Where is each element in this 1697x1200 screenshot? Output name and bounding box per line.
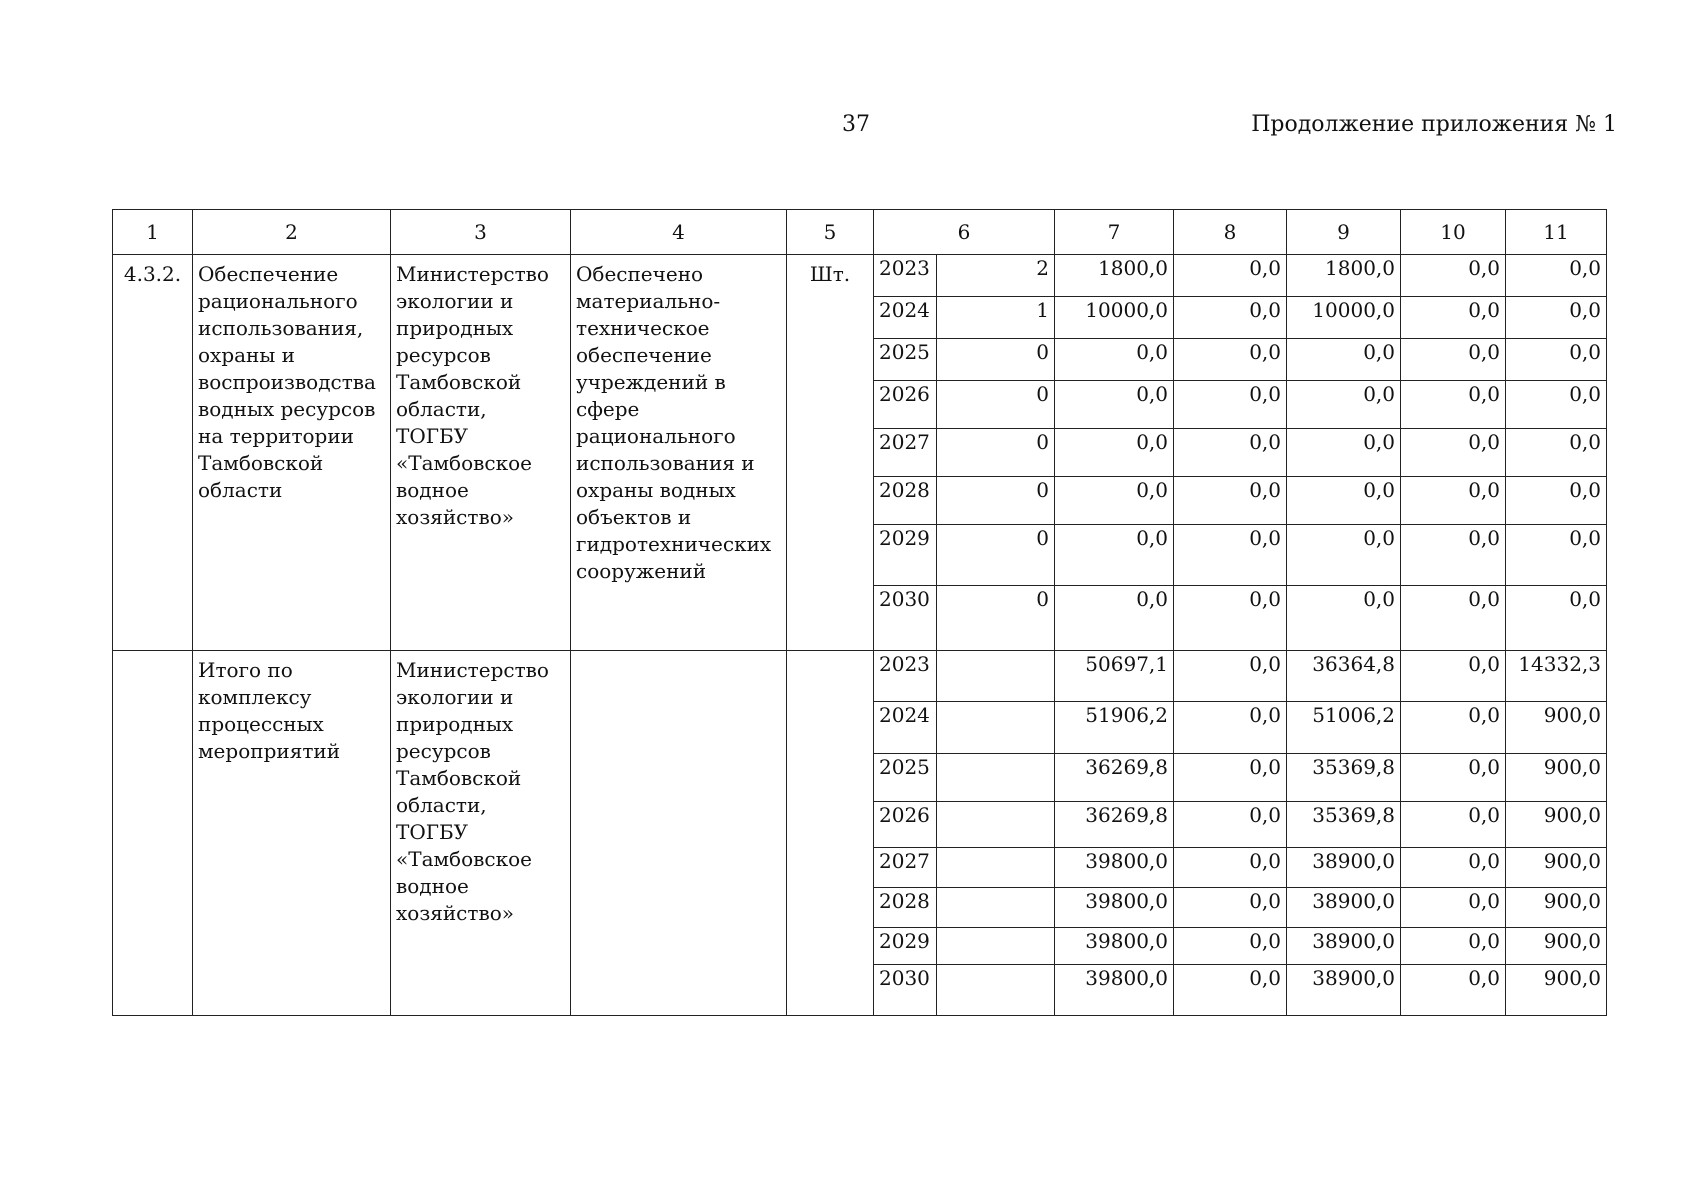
amount-cell-8: 0,0	[1174, 586, 1287, 651]
item-responsible: Министерство экологии и природных ресурсов Тамбовской области, ТОГБУ «Тамбовское водное хозяйство»	[391, 255, 571, 651]
amount-cell-10: 0,0	[1401, 848, 1506, 888]
amount-cell-10: 0,0	[1401, 754, 1506, 802]
year-cell: 2030	[874, 965, 937, 1016]
year-cell: 2025	[874, 339, 937, 381]
amount-cell-7: 50697,1	[1055, 651, 1174, 702]
amount-cell-11: 14332,3	[1506, 651, 1607, 702]
quantity-cell	[937, 848, 1055, 888]
amount-cell-8: 0,0	[1174, 888, 1287, 928]
item-code: 4.3.2.	[113, 255, 193, 651]
year-cell: 2023	[874, 651, 937, 702]
amount-cell-8: 0,0	[1174, 339, 1287, 381]
total-responsible: Министерство экологии и природных ресурсов Тамбовской области, ТОГБУ «Тамбовское водное хозяйство»	[391, 651, 571, 1016]
amount-cell-7: 0,0	[1055, 429, 1174, 477]
item-result: Обеспечено материально-техническое обеспечение учреждений в сфере рационального использования и охраны водных объектов и гидротехнических сооружений	[571, 255, 787, 651]
quantity-cell: 0	[937, 381, 1055, 429]
year-cell: 2027	[874, 848, 937, 888]
amount-cell-10: 0,0	[1401, 651, 1506, 702]
year-cell: 2024	[874, 702, 937, 754]
appendix-continuation-label: Продолжение приложения № 1	[1251, 112, 1617, 137]
year-cell: 2026	[874, 381, 937, 429]
amount-cell-9: 10000,0	[1287, 297, 1401, 339]
amount-cell-10: 0,0	[1401, 928, 1506, 965]
year-cell: 2028	[874, 888, 937, 928]
amount-cell-8: 0,0	[1174, 477, 1287, 525]
amount-cell-10: 0,0	[1401, 381, 1506, 429]
amount-cell-10: 0,0	[1401, 525, 1506, 586]
amount-cell-9: 0,0	[1287, 429, 1401, 477]
quantity-cell	[937, 802, 1055, 848]
amount-cell-7: 51906,2	[1055, 702, 1174, 754]
year-cell: 2025	[874, 754, 937, 802]
amount-cell-10: 0,0	[1401, 255, 1506, 297]
amount-cell-7: 0,0	[1055, 586, 1174, 651]
year-cell: 2029	[874, 525, 937, 586]
amount-cell-8: 0,0	[1174, 525, 1287, 586]
amount-cell-8: 0,0	[1174, 255, 1287, 297]
amount-cell-8: 0,0	[1174, 848, 1287, 888]
amount-cell-9: 38900,0	[1287, 888, 1401, 928]
quantity-cell	[937, 754, 1055, 802]
budget-table	[112, 209, 1607, 1016]
quantity-cell: 0	[937, 429, 1055, 477]
quantity-cell	[937, 702, 1055, 754]
quantity-cell: 0	[937, 525, 1055, 586]
year-cell: 2027	[874, 429, 937, 477]
quantity-cell: 0	[937, 339, 1055, 381]
amount-cell-11: 900,0	[1506, 702, 1607, 754]
amount-cell-11: 900,0	[1506, 928, 1607, 965]
amount-cell-9: 36364,8	[1287, 651, 1401, 702]
amount-cell-8: 0,0	[1174, 429, 1287, 477]
amount-cell-10: 0,0	[1401, 429, 1506, 477]
quantity-cell: 0	[937, 477, 1055, 525]
amount-cell-11: 900,0	[1506, 754, 1607, 802]
amount-cell-9: 35369,8	[1287, 754, 1401, 802]
amount-cell-11: 0,0	[1506, 477, 1607, 525]
amount-cell-11: 900,0	[1506, 848, 1607, 888]
amount-cell-9: 38900,0	[1287, 848, 1401, 888]
amount-cell-9: 1800,0	[1287, 255, 1401, 297]
table-row	[113, 651, 1607, 702]
amount-cell-9: 38900,0	[1287, 928, 1401, 965]
item-name: Обеспечение рационального использования, охраны и воспроизводства водных ресурсов на территории Тамбовской области	[193, 255, 391, 651]
column-number: 4	[571, 210, 787, 255]
amount-cell-7: 39800,0	[1055, 928, 1174, 965]
amount-cell-9: 0,0	[1287, 586, 1401, 651]
year-cell: 2029	[874, 928, 937, 965]
total-name: Итого по комплексу процессных мероприятий	[193, 651, 391, 1016]
amount-cell-7: 0,0	[1055, 477, 1174, 525]
amount-cell-11: 0,0	[1506, 525, 1607, 586]
quantity-cell: 0	[937, 586, 1055, 651]
quantity-cell	[937, 928, 1055, 965]
column-number: 7	[1055, 210, 1174, 255]
quantity-cell: 2	[937, 255, 1055, 297]
amount-cell-8: 0,0	[1174, 754, 1287, 802]
column-number: 10	[1401, 210, 1506, 255]
amount-cell-8: 0,0	[1174, 928, 1287, 965]
total-code	[113, 651, 193, 1016]
column-number: 5	[787, 210, 874, 255]
year-cell: 2023	[874, 255, 937, 297]
amount-cell-7: 0,0	[1055, 339, 1174, 381]
amount-cell-10: 0,0	[1401, 702, 1506, 754]
page-number: 37	[842, 112, 870, 137]
year-cell: 2024	[874, 297, 937, 339]
amount-cell-8: 0,0	[1174, 381, 1287, 429]
amount-cell-8: 0,0	[1174, 651, 1287, 702]
column-number-row	[113, 210, 1607, 255]
amount-cell-9: 0,0	[1287, 477, 1401, 525]
amount-cell-10: 0,0	[1401, 586, 1506, 651]
amount-cell-7: 36269,8	[1055, 802, 1174, 848]
amount-cell-9: 0,0	[1287, 525, 1401, 586]
year-cell: 2030	[874, 586, 937, 651]
quantity-cell	[937, 965, 1055, 1016]
amount-cell-10: 0,0	[1401, 477, 1506, 525]
year-cell: 2028	[874, 477, 937, 525]
amount-cell-11: 0,0	[1506, 339, 1607, 381]
amount-cell-7: 1800,0	[1055, 255, 1174, 297]
amount-cell-8: 0,0	[1174, 802, 1287, 848]
amount-cell-9: 0,0	[1287, 339, 1401, 381]
amount-cell-9: 0,0	[1287, 381, 1401, 429]
amount-cell-10: 0,0	[1401, 297, 1506, 339]
amount-cell-7: 10000,0	[1055, 297, 1174, 339]
amount-cell-11: 900,0	[1506, 965, 1607, 1016]
amount-cell-10: 0,0	[1401, 888, 1506, 928]
amount-cell-9: 51006,2	[1287, 702, 1401, 754]
column-number: 1	[113, 210, 193, 255]
amount-cell-10: 0,0	[1401, 965, 1506, 1016]
amount-cell-11: 0,0	[1506, 429, 1607, 477]
column-number: 11	[1506, 210, 1607, 255]
column-number: 6	[874, 210, 1055, 255]
item-unit: Шт.	[787, 255, 874, 651]
amount-cell-8: 0,0	[1174, 297, 1287, 339]
amount-cell-11: 900,0	[1506, 802, 1607, 848]
amount-cell-11: 0,0	[1506, 586, 1607, 651]
quantity-cell	[937, 888, 1055, 928]
amount-cell-11: 0,0	[1506, 381, 1607, 429]
amount-cell-7: 39800,0	[1055, 888, 1174, 928]
amount-cell-11: 0,0	[1506, 255, 1607, 297]
column-number: 3	[391, 210, 571, 255]
amount-cell-7: 0,0	[1055, 381, 1174, 429]
amount-cell-9: 38900,0	[1287, 965, 1401, 1016]
table-row	[113, 255, 1607, 297]
amount-cell-10: 0,0	[1401, 339, 1506, 381]
amount-cell-8: 0,0	[1174, 702, 1287, 754]
amount-cell-9: 35369,8	[1287, 802, 1401, 848]
quantity-cell	[937, 651, 1055, 702]
total-unit	[787, 651, 874, 1016]
column-number: 2	[193, 210, 391, 255]
amount-cell-8: 0,0	[1174, 965, 1287, 1016]
year-cell: 2026	[874, 802, 937, 848]
column-number: 9	[1287, 210, 1401, 255]
column-number: 8	[1174, 210, 1287, 255]
amount-cell-10: 0,0	[1401, 802, 1506, 848]
amount-cell-7: 39800,0	[1055, 965, 1174, 1016]
amount-cell-7: 36269,8	[1055, 754, 1174, 802]
total-result	[571, 651, 787, 1016]
amount-cell-7: 0,0	[1055, 525, 1174, 586]
amount-cell-11: 900,0	[1506, 888, 1607, 928]
amount-cell-11: 0,0	[1506, 297, 1607, 339]
quantity-cell: 1	[937, 297, 1055, 339]
amount-cell-7: 39800,0	[1055, 848, 1174, 888]
